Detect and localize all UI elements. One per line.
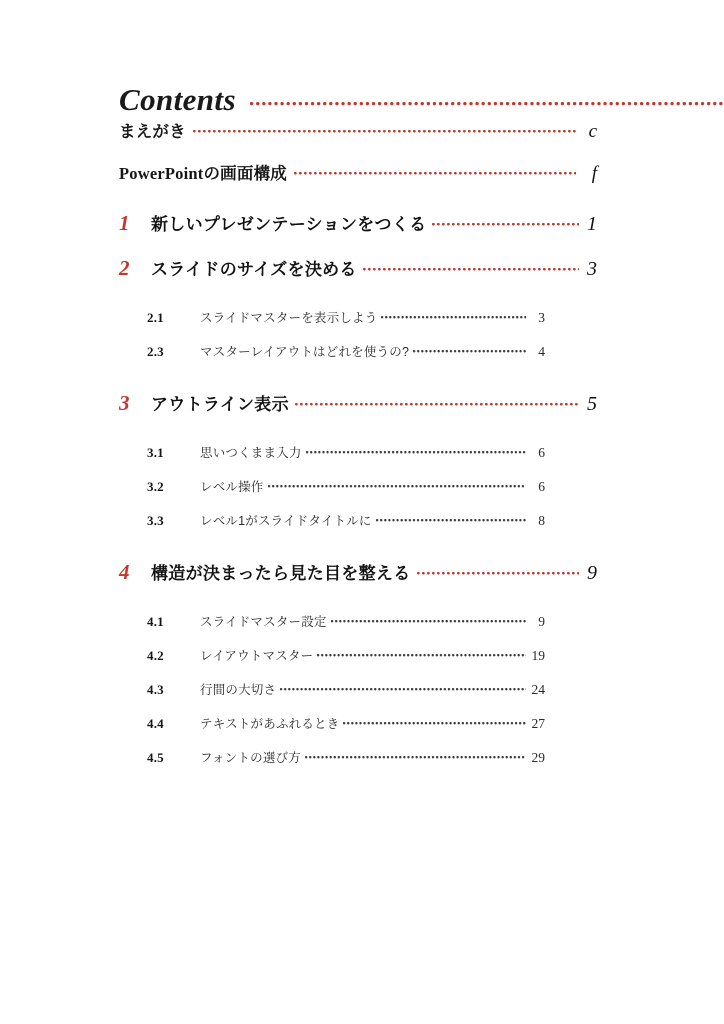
toc-entry-list <box>0 118 724 796</box>
front-matter-entry[interactable] <box>0 160 724 202</box>
chapter-page-number: 5 <box>587 393 597 415</box>
section-number: 2.1 <box>147 310 164 325</box>
leader-dots <box>363 268 579 271</box>
section-page-number: 6 <box>538 445 545 460</box>
title-leader-dots <box>250 102 724 106</box>
section-page-number: 4 <box>538 344 545 359</box>
chapter-label: スライドのサイズを決める <box>151 260 357 279</box>
section-label: レイアウトマスター <box>200 649 314 663</box>
leader-dots <box>331 620 526 623</box>
leader-dots <box>306 451 526 454</box>
section-label: フォントの選び方 <box>200 751 301 765</box>
section-page-number: 24 <box>531 682 545 697</box>
leader-dots <box>317 654 526 657</box>
leader-dots <box>432 223 579 226</box>
section-page-number: 29 <box>531 750 545 765</box>
front-matter-label: まえがき <box>119 122 186 141</box>
section-entry[interactable] <box>0 680 724 714</box>
section-label: 思いつくまま入力 <box>200 446 302 460</box>
section-page-number: 3 <box>538 310 545 325</box>
section-label: テキストがあふれるとき <box>200 717 340 731</box>
leader-dots <box>413 350 526 353</box>
front-matter-page-number: c <box>588 121 597 142</box>
section-page-number: 9 <box>538 614 545 629</box>
section-label: レベル操作 <box>200 480 264 494</box>
chapter-page-number: 9 <box>587 562 597 584</box>
section-group-bottom-spacer <box>0 376 724 390</box>
chapter-number: 4 <box>119 560 130 584</box>
front-matter-page-number: f <box>591 163 597 184</box>
section-entry[interactable] <box>0 511 724 545</box>
section-label: スライドマスター設定 <box>200 615 327 629</box>
section-number: 3.3 <box>147 513 164 528</box>
leader-dots <box>417 572 580 575</box>
leader-dots <box>280 688 526 691</box>
section-page-number: 8 <box>538 513 545 528</box>
section-group-top-spacer <box>0 435 724 443</box>
leader-dots <box>294 172 576 175</box>
section-number: 4.2 <box>147 648 164 663</box>
section-entry[interactable] <box>0 308 724 342</box>
chapter-page-number: 3 <box>587 258 597 280</box>
section-number: 2.3 <box>147 344 164 359</box>
section-number: 3.1 <box>147 445 164 460</box>
section-page-number: 27 <box>531 716 545 731</box>
section-entry[interactable] <box>0 748 724 782</box>
section-label: マスターレイアウトはどれを使うの? <box>200 345 410 359</box>
chapter-entry[interactable] <box>0 210 724 255</box>
section-group-top-spacer <box>0 604 724 612</box>
leader-dots <box>193 130 576 133</box>
chapter-number: 3 <box>119 391 130 415</box>
chapter-entry[interactable] <box>0 390 724 435</box>
section-entry[interactable] <box>0 612 724 646</box>
section-entry[interactable] <box>0 477 724 511</box>
section-entry[interactable] <box>0 646 724 680</box>
chapter-page-number: 1 <box>587 213 597 235</box>
section-label: レベル1がスライドタイトルに <box>200 514 372 528</box>
section-group-bottom-spacer <box>0 782 724 796</box>
front-matter-spacer <box>0 202 724 210</box>
chapter-number: 1 <box>119 211 130 235</box>
section-entry[interactable] <box>0 443 724 477</box>
leader-dots <box>343 722 526 725</box>
section-page-number: 6 <box>538 479 545 494</box>
section-label: 行間の大切さ <box>200 683 277 697</box>
front-matter-label: PowerPointの画面構成 <box>119 164 287 183</box>
leader-dots <box>268 485 526 488</box>
section-label: スライドマスターを表示しよう <box>200 311 378 325</box>
leader-dots <box>305 756 526 759</box>
chapter-label: 新しいプレゼンテーションをつくる <box>151 215 427 234</box>
section-entry[interactable] <box>0 342 724 376</box>
leader-dots <box>376 519 526 522</box>
section-page-number: 19 <box>531 648 545 663</box>
section-number: 3.2 <box>147 479 164 494</box>
chapter-label: 構造が決まったら見た目を整える <box>151 564 411 583</box>
section-group-top-spacer <box>0 300 724 308</box>
chapter-number: 2 <box>119 256 130 280</box>
page-title: Contents <box>119 82 236 117</box>
section-number: 4.4 <box>147 716 164 731</box>
section-group-bottom-spacer <box>0 545 724 559</box>
front-matter-entry[interactable] <box>0 118 724 160</box>
section-number: 4.1 <box>147 614 164 629</box>
section-number: 4.3 <box>147 682 164 697</box>
leader-dots <box>381 316 526 319</box>
leader-dots <box>295 403 579 406</box>
toc-title-row <box>0 68 724 116</box>
chapter-entry[interactable] <box>0 255 724 300</box>
chapter-label: アウトライン表示 <box>151 395 289 414</box>
section-entry[interactable] <box>0 714 724 748</box>
chapter-entry[interactable] <box>0 559 724 604</box>
section-number: 4.5 <box>147 750 164 765</box>
